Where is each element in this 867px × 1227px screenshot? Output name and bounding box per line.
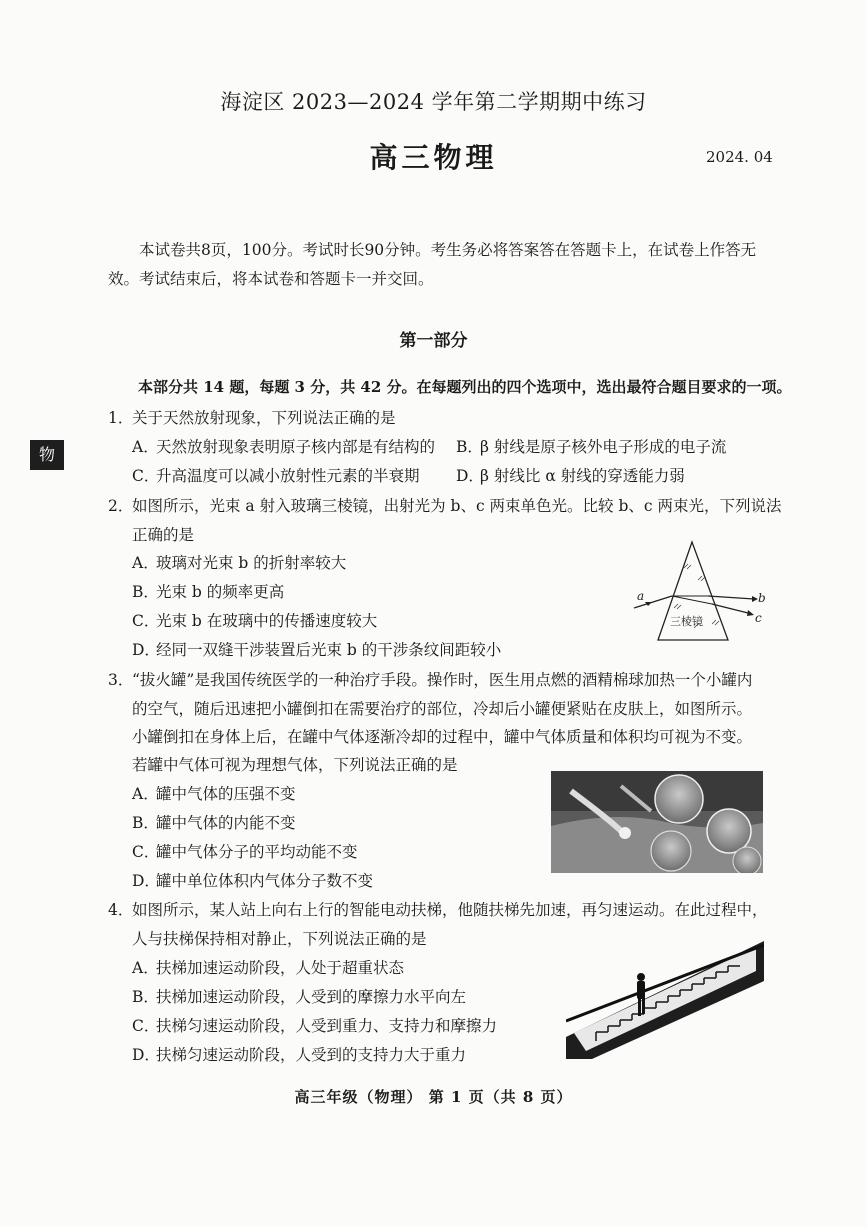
question-1-option-b	[456, 435, 726, 457]
ray-label-b: b	[758, 591, 766, 605]
part-title: 第一部分	[399, 331, 468, 351]
option-label: C．	[132, 843, 160, 861]
option-label: D．	[132, 1046, 160, 1064]
option-text: 玻璃对光束 b 的折射率较大	[156, 554, 347, 572]
option-label: B．	[132, 583, 159, 601]
question-1-stem	[108, 406, 396, 428]
exam-date: 2024. 04	[706, 148, 773, 166]
question-2-option-b	[132, 580, 284, 602]
question-3-option-c	[132, 840, 358, 862]
option-text: β 射线是原子核外电子形成的电子流	[480, 438, 727, 456]
question-1-option-d	[456, 464, 685, 486]
option-text: 天然放射现象表明原子核内部是有结构的	[156, 438, 436, 456]
question-4-stem-line-2: 人与扶梯保持相对静止，下列说法正确的是	[132, 930, 427, 948]
option-text: 光束 b 在玻璃中的传播速度较大	[156, 612, 378, 630]
question-2-stem-continued: 正确的是	[132, 526, 195, 544]
question-3-stem-line-2: 的空气，随后迅速把小罐倒扣在需要治疗的部位，冷却后小罐便紧贴在皮肤上，如图所示。	[132, 700, 753, 718]
ray-label-a: a	[637, 589, 645, 603]
option-text: 扶梯匀速运动阶段，人受到重力、支持力和摩擦力	[156, 1017, 498, 1035]
option-text: 扶梯加速运动阶段，人受到的摩擦力水平向左	[156, 988, 467, 1006]
question-2-option-d	[132, 638, 501, 660]
option-text: 扶梯加速运动阶段，人处于超重状态	[156, 959, 405, 977]
option-label: C．	[132, 467, 160, 485]
option-text: 罐中单位体积内气体分子数不变	[156, 872, 374, 890]
question-3-option-d	[132, 869, 373, 891]
question-number: 3．	[108, 671, 134, 689]
ray-label-c: c	[755, 611, 762, 625]
question-1-option-c	[132, 464, 420, 486]
prism-label: 三棱镜	[670, 615, 703, 628]
question-3-stem-line-3: 小罐倒扣在身体上后，在罐中气体逐渐冷却的过程中，罐中气体质量和体积均可视为不变。	[132, 728, 753, 746]
option-text: 罐中气体的内能不变	[156, 814, 296, 832]
option-label: A．	[132, 959, 159, 977]
person-figure	[637, 973, 645, 1016]
option-text: 光束 b 的频率更高	[156, 583, 285, 601]
question-number: 2．	[108, 497, 134, 515]
option-label: D．	[456, 467, 484, 485]
question-2-stem	[108, 494, 782, 516]
question-4-option-a	[132, 956, 404, 978]
question-number: 4．	[108, 901, 134, 919]
subject-title: 高三物理	[369, 141, 498, 174]
question-2-option-c	[132, 609, 377, 631]
question-3-option-a	[132, 782, 296, 804]
option-label: D．	[132, 872, 160, 890]
question-3-stem-line-4: 若罐中气体可视为理想气体，下列说法正确的是	[132, 756, 458, 774]
option-label: D．	[132, 641, 160, 659]
option-label: C．	[132, 612, 160, 630]
exit-ray-b	[708, 596, 754, 599]
cupping-photo	[551, 771, 763, 873]
escalator-photo	[566, 941, 764, 1059]
subject-side-tab: 物	[30, 440, 64, 470]
question-4-option-b	[132, 985, 466, 1007]
question-3-stem	[108, 668, 752, 690]
question-2-option-a	[132, 551, 346, 573]
inner-ray-c	[672, 596, 712, 604]
exam-title: 海淀区 2023—2024 学年第二学期期中练习	[220, 90, 647, 114]
question-1-option-a	[132, 435, 435, 457]
question-4-stem	[108, 898, 768, 920]
option-label: A．	[132, 438, 159, 456]
part-instruction: 本部分共 14 题，每题 3 分，共 42 分。在每题列出的四个选项中，选出最符合题目要求的一项。	[138, 378, 792, 396]
question-3-option-b	[132, 811, 296, 833]
intro-paragraph: 本试卷共8页，100分。考试时长90分钟。考生务必将答案答在答题卡上，在试卷上作答无效。考试结束后，将本试卷和答题卡一并交回。	[108, 241, 757, 288]
exit-arrow-c	[747, 610, 754, 616]
page-footer: 高三年级（物理） 第 1 页（共 8 页）	[294, 1088, 573, 1106]
option-label: B．	[456, 438, 483, 456]
option-label: B．	[132, 988, 159, 1006]
option-text: 升高温度可以减小放射性元素的半衰期	[156, 467, 420, 485]
option-text: 罐中气体的压强不变	[156, 785, 296, 803]
question-text: 关于天然放射现象，下列说法正确的是	[132, 409, 396, 427]
question-text: “拔火罐”是我国传统医学的一种治疗手段。操作时，医生用点燃的酒精棉球加热一个小罐内	[132, 671, 753, 689]
question-4-option-c	[132, 1014, 497, 1036]
option-text: 经同一双缝干涉装置后光束 b 的干涉条纹间距较小	[156, 641, 502, 659]
option-label: A．	[132, 785, 159, 803]
option-label: B．	[132, 814, 159, 832]
option-text: β 射线比 α 射线的穿透能力弱	[480, 467, 685, 485]
prism-diagram	[624, 538, 774, 644]
option-label: A．	[132, 554, 159, 572]
question-text: 如图所示，某人站上向右上行的智能电动扶梯，他随扶梯先加速，再匀速运动。在此过程中，	[132, 901, 768, 919]
question-4-option-d	[132, 1043, 466, 1065]
option-text: 扶梯匀速运动阶段，人受到的支持力大于重力	[156, 1046, 467, 1064]
question-number: 1．	[108, 409, 134, 427]
option-label: C．	[132, 1017, 160, 1035]
question-text: 如图所示，光束 a 射入玻璃三棱镜，出射光为 b、c 两束单色光。比较 b、c 两束光，下列说法	[132, 497, 782, 515]
option-text: 罐中气体分子的平均动能不变	[156, 843, 358, 861]
